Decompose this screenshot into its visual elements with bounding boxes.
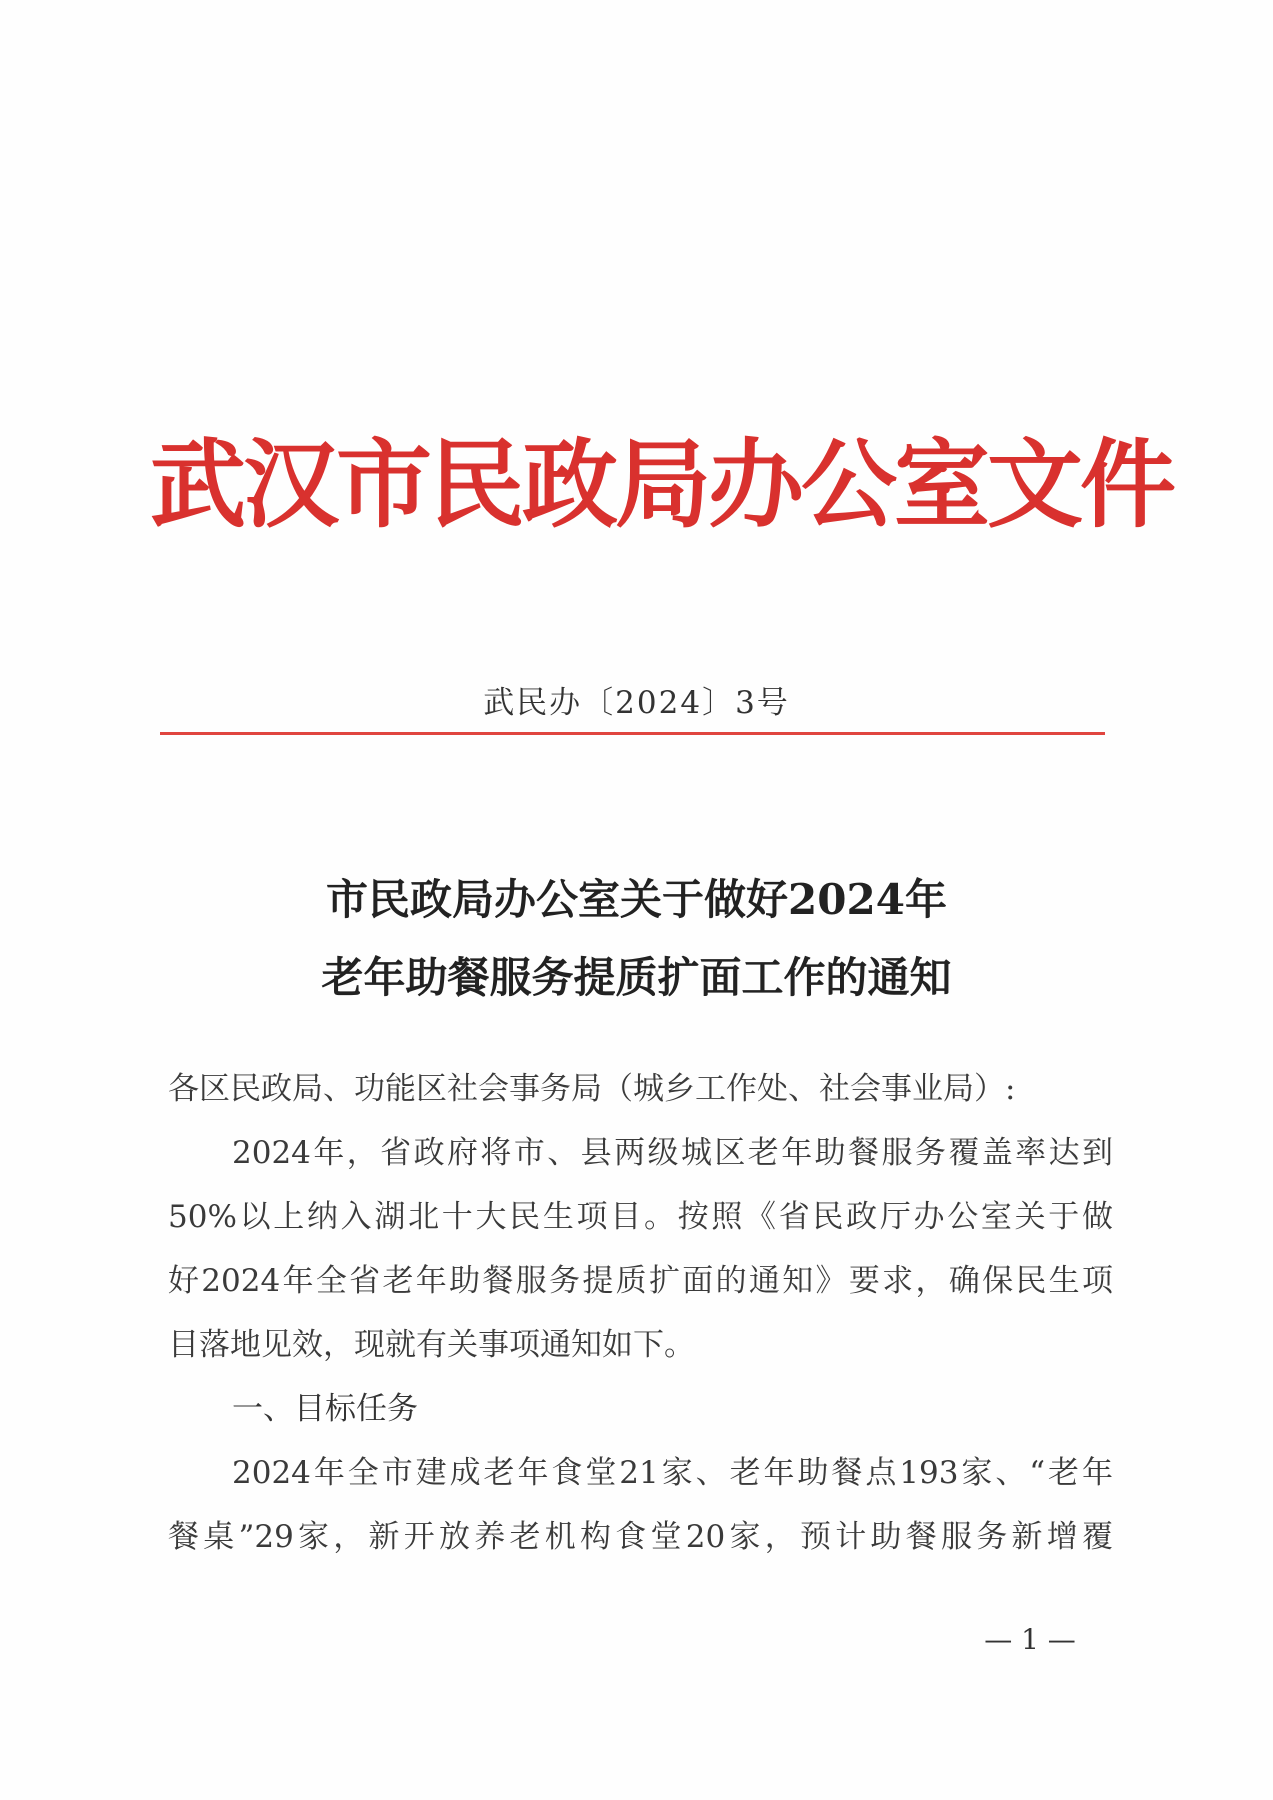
paragraph-line: 50%以上纳入湖北十大民生项目。按照《省民政厅办公室关于做 xyxy=(168,1199,1113,1235)
document-number: 武民办〔2024〕3号 xyxy=(483,685,790,721)
paragraph-line: 餐桌”29家，新开放养老机构食堂20家，预计助餐服务新增覆 xyxy=(168,1519,1113,1555)
paragraph-line: 2024年，省政府将市、县两级城区老年助餐服务覆盖率达到 xyxy=(232,1135,1113,1171)
paragraph-line: 2024年全市建成老年食堂21家、老年助餐点193家、“老年 xyxy=(232,1455,1113,1491)
page-number: — 1 — xyxy=(984,1623,1076,1656)
section-heading: 一、目标任务 xyxy=(232,1391,418,1427)
red-divider-line xyxy=(160,732,1105,735)
notice-title-line-1: 市民政局办公室关于做好2024年 xyxy=(326,875,947,924)
salutation: 各区民政局、功能区社会事务局（城乡工作处、社会事业局）: xyxy=(168,1071,1016,1107)
masthead-title: 武汉市民政局办公室文件 xyxy=(150,429,1173,541)
paragraph-line: 目落地见效，现就有关事项通知如下。 xyxy=(168,1327,695,1363)
paragraph-line: 好2024年全省老年助餐服务提质扩面的通知》要求，确保民生项 xyxy=(168,1263,1113,1299)
notice-title-line-2: 老年助餐服务提质扩面工作的通知 xyxy=(321,953,952,1002)
